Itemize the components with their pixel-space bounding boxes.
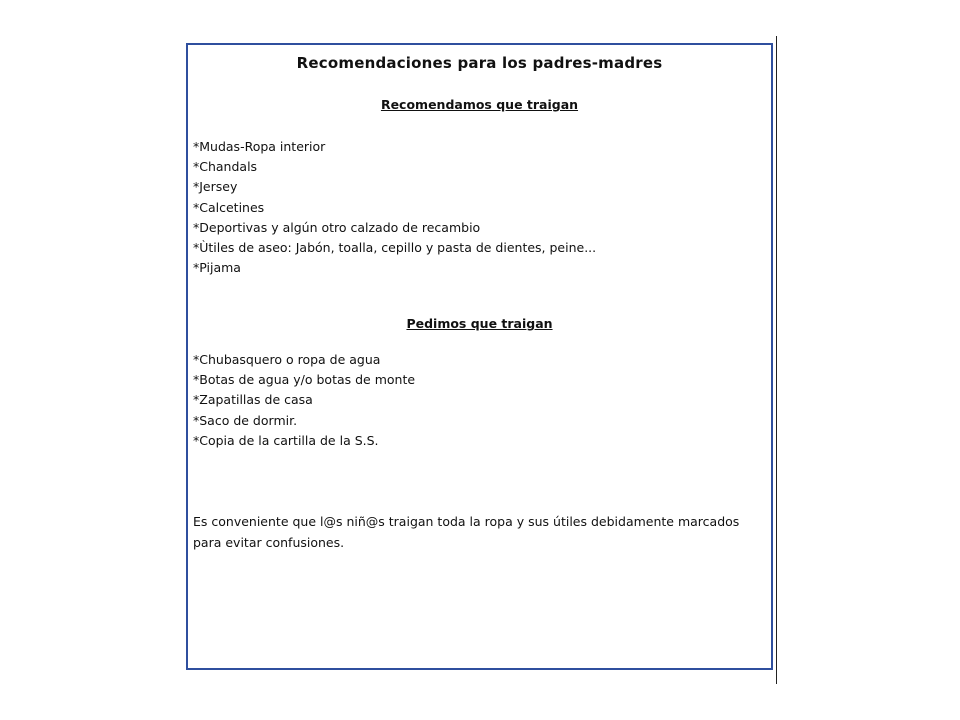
- recommended-items-list: [193, 137, 596, 278]
- closing-note-line-1: Es conveniente que l@s niñ@s traigan toda la ropa y sus útiles debidamente marcados: [193, 514, 740, 529]
- document-frame: [186, 43, 773, 670]
- requested-items-list: [193, 350, 415, 451]
- list-item: *Zapatillas de casa: [193, 392, 313, 408]
- list-item: *Chandals: [193, 159, 258, 175]
- list-item: *Pijama: [193, 260, 241, 276]
- section-heading-recommended: Recomendamos que traigan: [380, 97, 579, 112]
- list-item: *Deportivas y algún otro calzado de recambio: [193, 219, 481, 235]
- list-item: *Copia de la cartilla de la S.S.: [193, 432, 379, 448]
- list-item: *Calcetines: [193, 199, 265, 215]
- document-title: Recomendaciones para los padres-madres: [296, 54, 663, 72]
- section-heading-requested: Pedimos que traigan: [406, 316, 553, 331]
- list-item: *Jersey: [193, 179, 238, 195]
- closing-note-line-2: para evitar confusiones.: [193, 534, 345, 550]
- list-item: *Chubasquero o ropa de agua: [193, 352, 381, 367]
- vertical-divider: [776, 36, 777, 684]
- list-item: *Saco de dormir.: [193, 412, 298, 428]
- closing-note: [193, 512, 771, 553]
- list-item: *Ùtiles de aseo: Jabón, toalla, cepillo y pasta de dientes, peine...: [193, 240, 597, 256]
- list-item: *Botas de agua y/o botas de monte: [193, 372, 416, 388]
- list-item: *Mudas-Ropa interior: [193, 139, 326, 154]
